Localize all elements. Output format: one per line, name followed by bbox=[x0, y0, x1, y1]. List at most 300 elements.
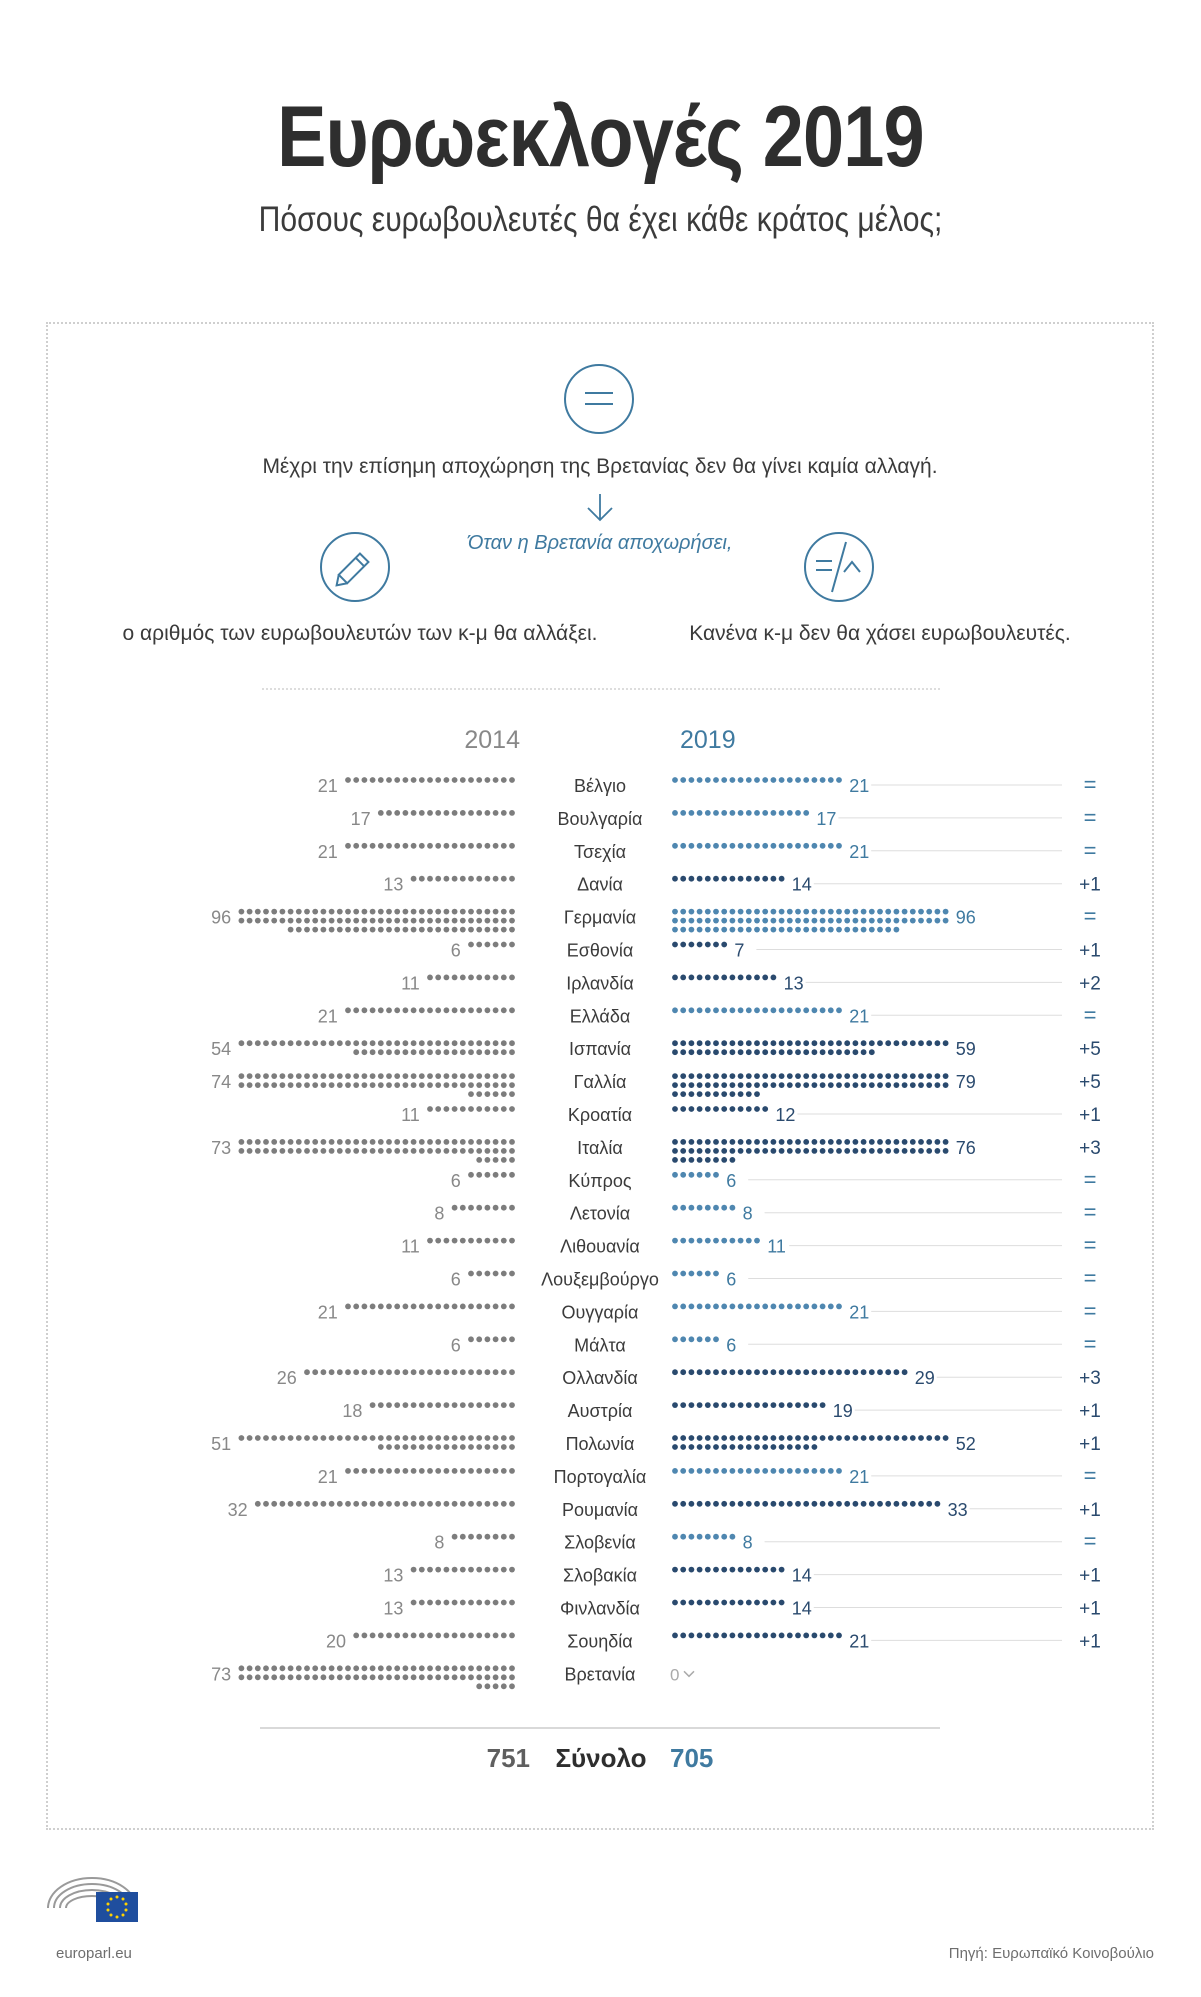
seat-dot-2014 bbox=[386, 1139, 392, 1145]
seat-dot-2019 bbox=[730, 1082, 736, 1088]
seat-dot-2014 bbox=[493, 1304, 499, 1310]
footer-url[interactable]: europarl.eu bbox=[56, 1945, 132, 1962]
seat-dot-2019 bbox=[680, 1091, 686, 1097]
seat-dot-2014 bbox=[419, 1139, 425, 1145]
seat-dot-2019 bbox=[721, 1106, 727, 1112]
seat-dot-2019 bbox=[705, 1238, 711, 1244]
seat-dot-2014 bbox=[501, 918, 507, 924]
seat-dot-2014 bbox=[476, 810, 482, 816]
value-label-2019: 14 bbox=[791, 1565, 812, 1586]
seat-dot-2014 bbox=[509, 1139, 515, 1145]
seat-dot-2014 bbox=[362, 1304, 368, 1310]
seat-dot-2014 bbox=[255, 1082, 261, 1088]
seat-dot-2014 bbox=[452, 777, 458, 783]
seat-dot-2014 bbox=[386, 1304, 392, 1310]
seat-dot-2019 bbox=[697, 1444, 703, 1450]
seat-dot-2019 bbox=[779, 1139, 785, 1145]
seat-dot-2019 bbox=[771, 843, 777, 849]
seat-dot-2014 bbox=[485, 1336, 491, 1342]
seat-dot-2019 bbox=[738, 1007, 744, 1013]
seat-dot-2019 bbox=[672, 810, 678, 816]
seat-dot-2014 bbox=[476, 1238, 482, 1244]
seat-dot-2014 bbox=[435, 909, 441, 915]
seat-dot-2019 bbox=[795, 1082, 801, 1088]
country-label: Σλοβακία bbox=[562, 1565, 638, 1586]
seat-dot-2014 bbox=[493, 1683, 499, 1689]
seat-dot-2019 bbox=[680, 1157, 686, 1163]
seat-dot-2019 bbox=[705, 1444, 711, 1450]
seat-dot-2014 bbox=[427, 1665, 433, 1671]
seat-dot-2019 bbox=[795, 1435, 801, 1441]
seat-dot-2019 bbox=[853, 1049, 859, 1055]
seat-dot-2014 bbox=[493, 1271, 499, 1277]
seat-dot-2019 bbox=[828, 918, 834, 924]
seat-dot-2019 bbox=[902, 1369, 908, 1375]
seat-dot-2014 bbox=[255, 1665, 261, 1671]
seat-dot-2019 bbox=[762, 1567, 768, 1573]
seat-dot-2019 bbox=[762, 1435, 768, 1441]
seat-dot-2019 bbox=[754, 1567, 760, 1573]
seat-dot-2014 bbox=[280, 1139, 286, 1145]
seat-dot-2019 bbox=[869, 927, 875, 933]
value-label-2014: 21 bbox=[317, 1302, 338, 1323]
seat-dot-2014 bbox=[476, 1468, 482, 1474]
seat-dot-2019 bbox=[713, 1369, 719, 1375]
seat-dot-2019 bbox=[697, 1238, 703, 1244]
seat-dot-2019 bbox=[803, 1073, 809, 1079]
seat-dot-2014 bbox=[485, 1157, 491, 1163]
seat-dot-2019 bbox=[721, 1304, 727, 1310]
seat-dot-2019 bbox=[894, 927, 900, 933]
seat-dot-2019 bbox=[820, 1007, 826, 1013]
seat-dot-2014 bbox=[427, 1444, 433, 1450]
change-label: = bbox=[1083, 1331, 1097, 1357]
seat-dot-2019 bbox=[812, 909, 818, 915]
seat-dot-2019 bbox=[713, 1073, 719, 1079]
seat-dot-2014 bbox=[468, 1172, 474, 1178]
seat-dot-2014 bbox=[394, 1501, 400, 1507]
seat-dot-2014 bbox=[427, 1402, 433, 1408]
seat-dot-2019 bbox=[689, 1238, 695, 1244]
seat-dot-2019 bbox=[795, 1139, 801, 1145]
seat-dot-2019 bbox=[771, 1304, 777, 1310]
seat-dot-2014 bbox=[345, 918, 351, 924]
seat-dot-2014 bbox=[501, 1238, 507, 1244]
seat-dot-2014 bbox=[493, 1501, 499, 1507]
seat-dot-2019 bbox=[689, 1501, 695, 1507]
seat-dot-2019 bbox=[795, 1007, 801, 1013]
seat-dot-2019 bbox=[738, 1369, 744, 1375]
seat-dot-2019 bbox=[779, 777, 785, 783]
value-label-2014: 18 bbox=[342, 1401, 363, 1422]
seat-dot-2014 bbox=[329, 1501, 335, 1507]
seat-dot-2019 bbox=[730, 1091, 736, 1097]
value-label-2014: 11 bbox=[401, 1236, 420, 1257]
seat-dot-2014 bbox=[427, 1073, 433, 1079]
seat-dot-2014 bbox=[419, 1468, 425, 1474]
value-label-2019: 59 bbox=[955, 1039, 976, 1060]
seat-dot-2014 bbox=[476, 1444, 482, 1450]
seat-dot-2014 bbox=[427, 1369, 433, 1375]
seat-dot-2019 bbox=[926, 1040, 932, 1046]
seat-dot-2019 bbox=[902, 1139, 908, 1145]
seat-dot-2014 bbox=[485, 1148, 491, 1154]
seat-dot-2019 bbox=[705, 1082, 711, 1088]
seat-dot-2019 bbox=[713, 1238, 719, 1244]
seat-dot-2014 bbox=[419, 1567, 425, 1573]
seat-dot-2019 bbox=[705, 810, 711, 816]
seat-dot-2014 bbox=[321, 1073, 327, 1079]
seat-dot-2014 bbox=[255, 1435, 261, 1441]
value-label-2019: 21 bbox=[849, 1466, 870, 1487]
seat-dot-2019 bbox=[713, 909, 719, 915]
seat-dot-2019 bbox=[943, 1040, 949, 1046]
seat-dot-2019 bbox=[680, 1336, 686, 1342]
seat-dot-2019 bbox=[730, 927, 736, 933]
seat-dot-2014 bbox=[476, 1402, 482, 1408]
seat-dot-2014 bbox=[403, 1369, 409, 1375]
seat-dot-2014 bbox=[444, 975, 450, 981]
seat-dot-2019 bbox=[721, 1040, 727, 1046]
seat-dot-2014 bbox=[468, 1435, 474, 1441]
seat-dot-2014 bbox=[427, 909, 433, 915]
seat-dot-2014 bbox=[476, 1567, 482, 1573]
seat-dot-2014 bbox=[460, 777, 466, 783]
seat-dot-2019 bbox=[812, 1040, 818, 1046]
no-change-note: Μέχρι την επίσημη αποχώρηση της Βρετανίας δεν θα γίνει καμία αλλαγή. bbox=[262, 455, 938, 478]
seat-dot-2014 bbox=[394, 1444, 400, 1450]
seat-dot-2014 bbox=[493, 927, 499, 933]
seat-dot-2019 bbox=[926, 909, 932, 915]
seat-dot-2014 bbox=[468, 1674, 474, 1680]
seat-dot-2019 bbox=[943, 918, 949, 924]
seat-dot-2019 bbox=[795, 918, 801, 924]
value-label-2019: 14 bbox=[791, 874, 812, 895]
seat-dot-2014 bbox=[321, 1082, 327, 1088]
seat-dot-2014 bbox=[394, 1007, 400, 1013]
seat-dot-2014 bbox=[263, 1435, 269, 1441]
value-label-2019: 12 bbox=[775, 1105, 796, 1125]
seat-dot-2014 bbox=[304, 918, 310, 924]
seat-dot-2014 bbox=[485, 1665, 491, 1671]
seat-dot-2014 bbox=[460, 1139, 466, 1145]
seat-dot-2019 bbox=[771, 1073, 777, 1079]
seat-dot-2014 bbox=[362, 1040, 368, 1046]
seat-dot-2014 bbox=[394, 1468, 400, 1474]
seat-dot-2019 bbox=[803, 1139, 809, 1145]
seat-dot-2014 bbox=[239, 918, 245, 924]
value-label-2019: 21 bbox=[849, 776, 870, 796]
seat-dot-2019 bbox=[771, 1501, 777, 1507]
seat-dot-2019 bbox=[705, 1501, 711, 1507]
seat-dot-2014 bbox=[452, 1049, 458, 1055]
seat-dot-2014 bbox=[452, 1148, 458, 1154]
seat-dot-2014 bbox=[476, 1172, 482, 1178]
seat-dot-2014 bbox=[386, 1435, 392, 1441]
seat-dot-2014 bbox=[378, 1007, 384, 1013]
seat-dot-2014 bbox=[304, 1073, 310, 1079]
seat-dot-2014 bbox=[444, 909, 450, 915]
seat-dot-2014 bbox=[509, 843, 515, 849]
seat-dot-2014 bbox=[378, 1139, 384, 1145]
seat-dot-2014 bbox=[427, 1007, 433, 1013]
value-label-2014: 21 bbox=[317, 776, 338, 796]
seat-dot-2019 bbox=[697, 1600, 703, 1606]
seat-dot-2014 bbox=[403, 843, 409, 849]
seat-dot-2014 bbox=[476, 1157, 482, 1163]
seat-dot-2019 bbox=[853, 918, 859, 924]
seat-dot-2019 bbox=[672, 1468, 678, 1474]
seat-dot-2019 bbox=[836, 1049, 842, 1055]
seat-dot-2019 bbox=[926, 1082, 932, 1088]
seat-dot-2014 bbox=[509, 1073, 515, 1079]
seat-dot-2019 bbox=[762, 1600, 768, 1606]
seat-dot-2014 bbox=[444, 810, 450, 816]
seat-dot-2014 bbox=[304, 1501, 310, 1507]
seat-dot-2019 bbox=[828, 1633, 834, 1639]
seat-dot-2019 bbox=[672, 1444, 678, 1450]
seat-dot-2014 bbox=[288, 1139, 294, 1145]
seat-dot-2019 bbox=[730, 1007, 736, 1013]
seat-dot-2014 bbox=[419, 1049, 425, 1055]
seat-dot-2014 bbox=[452, 1304, 458, 1310]
country-label: Ισπανία bbox=[568, 1039, 632, 1060]
seat-dot-2014 bbox=[304, 1082, 310, 1088]
seat-dot-2014 bbox=[386, 1082, 392, 1088]
seat-dot-2019 bbox=[787, 1369, 793, 1375]
seat-dot-2014 bbox=[378, 1444, 384, 1450]
seat-dot-2014 bbox=[255, 1148, 261, 1154]
seat-dot-2019 bbox=[803, 1304, 809, 1310]
value-label-2019: 79 bbox=[955, 1072, 976, 1093]
seat-dot-2019 bbox=[844, 1040, 850, 1046]
seat-dot-2014 bbox=[304, 927, 310, 933]
country-label: Λετονία bbox=[569, 1203, 631, 1224]
seat-dot-2014 bbox=[435, 1073, 441, 1079]
seat-dot-2019 bbox=[762, 1402, 768, 1408]
seat-dot-2014 bbox=[444, 1049, 450, 1055]
seat-dot-2019 bbox=[771, 1600, 777, 1606]
seat-dot-2014 bbox=[345, 1304, 351, 1310]
seat-dot-2014 bbox=[337, 909, 343, 915]
seat-dot-2014 bbox=[296, 1073, 302, 1079]
seat-dot-2019 bbox=[844, 909, 850, 915]
seat-dot-2014 bbox=[386, 1674, 392, 1680]
seat-dot-2014 bbox=[419, 1444, 425, 1450]
seat-dot-2014 bbox=[271, 1040, 277, 1046]
seat-dot-2014 bbox=[493, 1049, 499, 1055]
seat-dot-2014 bbox=[501, 1304, 507, 1310]
seat-dot-2014 bbox=[444, 1665, 450, 1671]
seat-dot-2014 bbox=[329, 1073, 335, 1079]
seat-dot-2014 bbox=[394, 918, 400, 924]
seat-dot-2019 bbox=[885, 1148, 891, 1154]
seat-dot-2019 bbox=[844, 1082, 850, 1088]
value-label-2019: 76 bbox=[955, 1137, 976, 1158]
seat-dot-2019 bbox=[713, 1501, 719, 1507]
seat-dot-2019 bbox=[672, 1049, 678, 1055]
seat-dot-2019 bbox=[754, 1468, 760, 1474]
seat-dot-2014 bbox=[501, 927, 507, 933]
seat-dot-2019 bbox=[713, 1534, 719, 1540]
seat-dot-2014 bbox=[353, 1073, 359, 1079]
seat-dot-2019 bbox=[672, 1040, 678, 1046]
seat-dot-2019 bbox=[713, 1271, 719, 1277]
seat-dot-2019 bbox=[853, 909, 859, 915]
seat-dot-2014 bbox=[435, 1600, 441, 1606]
seat-dot-2019 bbox=[705, 1157, 711, 1163]
seat-dot-2014 bbox=[370, 1148, 376, 1154]
seat-dot-2014 bbox=[444, 1040, 450, 1046]
seat-dot-2014 bbox=[452, 1040, 458, 1046]
seat-dot-2019 bbox=[762, 1106, 768, 1112]
seat-dot-2014 bbox=[485, 1271, 491, 1277]
seat-dot-2014 bbox=[386, 810, 392, 816]
seat-dot-2019 bbox=[721, 1534, 727, 1540]
seat-dot-2019 bbox=[795, 1073, 801, 1079]
seat-dot-2019 bbox=[697, 1567, 703, 1573]
seat-dot-2014 bbox=[509, 1172, 515, 1178]
seat-dot-2019 bbox=[828, 1040, 834, 1046]
seat-dot-2014 bbox=[509, 1435, 515, 1441]
seat-dot-2014 bbox=[501, 1148, 507, 1154]
seat-dot-2014 bbox=[509, 1567, 515, 1573]
seat-dot-2019 bbox=[820, 1633, 826, 1639]
seat-dot-2019 bbox=[812, 1444, 818, 1450]
seat-dot-2014 bbox=[509, 1633, 515, 1639]
seat-dot-2014 bbox=[476, 909, 482, 915]
seat-dot-2014 bbox=[468, 843, 474, 849]
value-label-2014: 74 bbox=[211, 1072, 232, 1093]
seat-dot-2019 bbox=[672, 1205, 678, 1211]
seat-dot-2014 bbox=[485, 1238, 491, 1244]
seat-dot-2019 bbox=[926, 1501, 932, 1507]
seat-dot-2019 bbox=[713, 1435, 719, 1441]
seat-dot-2019 bbox=[689, 1336, 695, 1342]
seat-dot-2014 bbox=[263, 1148, 269, 1154]
seat-dot-2014 bbox=[468, 1073, 474, 1079]
seat-dot-2019 bbox=[902, 1501, 908, 1507]
seat-dot-2019 bbox=[943, 1082, 949, 1088]
seat-dot-2014 bbox=[362, 1435, 368, 1441]
seat-dot-2014 bbox=[263, 1082, 269, 1088]
seat-dot-2019 bbox=[795, 1304, 801, 1310]
seat-dot-2019 bbox=[680, 1600, 686, 1606]
change-label: +1 bbox=[1079, 1598, 1101, 1620]
seat-dot-2019 bbox=[713, 1304, 719, 1310]
seat-dot-2014 bbox=[337, 1139, 343, 1145]
seat-dot-2019 bbox=[812, 1402, 818, 1408]
parliament-logo-icon bbox=[44, 1868, 140, 1924]
seat-dot-2014 bbox=[312, 1435, 318, 1441]
seat-dot-2014 bbox=[312, 1040, 318, 1046]
seat-dot-2014 bbox=[501, 1091, 507, 1097]
seat-dot-2019 bbox=[672, 1157, 678, 1163]
seat-dot-2014 bbox=[509, 1534, 515, 1540]
seat-dot-2014 bbox=[435, 1148, 441, 1154]
seat-dot-2014 bbox=[435, 1106, 441, 1112]
seat-dot-2014 bbox=[263, 1073, 269, 1079]
seat-dot-2019 bbox=[779, 1444, 785, 1450]
seat-dot-2014 bbox=[296, 927, 302, 933]
seat-dot-2014 bbox=[476, 1205, 482, 1211]
seat-dot-2019 bbox=[754, 1501, 760, 1507]
seat-dot-2019 bbox=[689, 1369, 695, 1375]
seat-dot-2014 bbox=[345, 1501, 351, 1507]
seat-dot-2014 bbox=[247, 1148, 253, 1154]
value-label-2014: 20 bbox=[325, 1631, 346, 1652]
seat-dot-2019 bbox=[836, 909, 842, 915]
seat-dot-2019 bbox=[738, 1600, 744, 1606]
seat-dot-2014 bbox=[493, 1402, 499, 1408]
seat-dot-2019 bbox=[820, 1369, 826, 1375]
seat-dot-2019 bbox=[787, 1073, 793, 1079]
seat-dot-2014 bbox=[329, 1082, 335, 1088]
value-label-2019: 7 bbox=[734, 940, 745, 961]
seat-dot-2019 bbox=[754, 909, 760, 915]
seat-dot-2014 bbox=[476, 1271, 482, 1277]
seat-dot-2019 bbox=[869, 1139, 875, 1145]
seat-dot-2019 bbox=[705, 1534, 711, 1540]
seat-dot-2014 bbox=[280, 1073, 286, 1079]
seat-dot-2019 bbox=[672, 1336, 678, 1342]
change-label: +1 bbox=[1079, 1105, 1101, 1126]
seat-dot-2019 bbox=[738, 876, 744, 882]
seat-dot-2019 bbox=[771, 1567, 777, 1573]
seat-dot-2014 bbox=[239, 1674, 245, 1680]
seat-dot-2019 bbox=[771, 1040, 777, 1046]
seat-dot-2019 bbox=[836, 777, 842, 783]
seat-dot-2014 bbox=[452, 1501, 458, 1507]
seat-dot-2014 bbox=[435, 1444, 441, 1450]
seat-dot-2019 bbox=[746, 876, 752, 882]
seat-dot-2019 bbox=[844, 1369, 850, 1375]
seat-dot-2014 bbox=[427, 1082, 433, 1088]
seat-dot-2019 bbox=[738, 909, 744, 915]
seat-dot-2014 bbox=[468, 942, 474, 948]
seat-dot-2014 bbox=[271, 1148, 277, 1154]
seat-dot-2014 bbox=[509, 1205, 515, 1211]
seat-dot-2014 bbox=[468, 810, 474, 816]
seat-dot-2019 bbox=[918, 909, 924, 915]
seat-dot-2019 bbox=[730, 1073, 736, 1079]
seat-dot-2019 bbox=[787, 1444, 793, 1450]
seat-dot-2014 bbox=[435, 1040, 441, 1046]
seat-dot-2014 bbox=[501, 1157, 507, 1163]
seat-dot-2014 bbox=[345, 1468, 351, 1474]
seat-dot-2014 bbox=[485, 942, 491, 948]
seat-dot-2014 bbox=[509, 1369, 515, 1375]
seat-dot-2019 bbox=[803, 1049, 809, 1055]
seat-dot-2019 bbox=[697, 942, 703, 948]
seat-dot-2014 bbox=[468, 1665, 474, 1671]
seat-dot-2019 bbox=[754, 843, 760, 849]
seat-dot-2014 bbox=[468, 918, 474, 924]
seat-dot-2019 bbox=[787, 1148, 793, 1154]
seat-dot-2014 bbox=[239, 909, 245, 915]
country-label: Βρετανία bbox=[564, 1664, 636, 1685]
seat-dot-2014 bbox=[427, 1567, 433, 1573]
seat-dot-2014 bbox=[485, 1683, 491, 1689]
seat-dot-2019 bbox=[730, 1205, 736, 1211]
seat-dot-2014 bbox=[460, 1600, 466, 1606]
seat-dot-2014 bbox=[460, 918, 466, 924]
seat-dot-2019 bbox=[746, 1468, 752, 1474]
seat-dot-2019 bbox=[713, 918, 719, 924]
seat-dot-2019 bbox=[721, 876, 727, 882]
seat-dot-2019 bbox=[730, 1157, 736, 1163]
seat-dot-2014 bbox=[411, 1567, 417, 1573]
